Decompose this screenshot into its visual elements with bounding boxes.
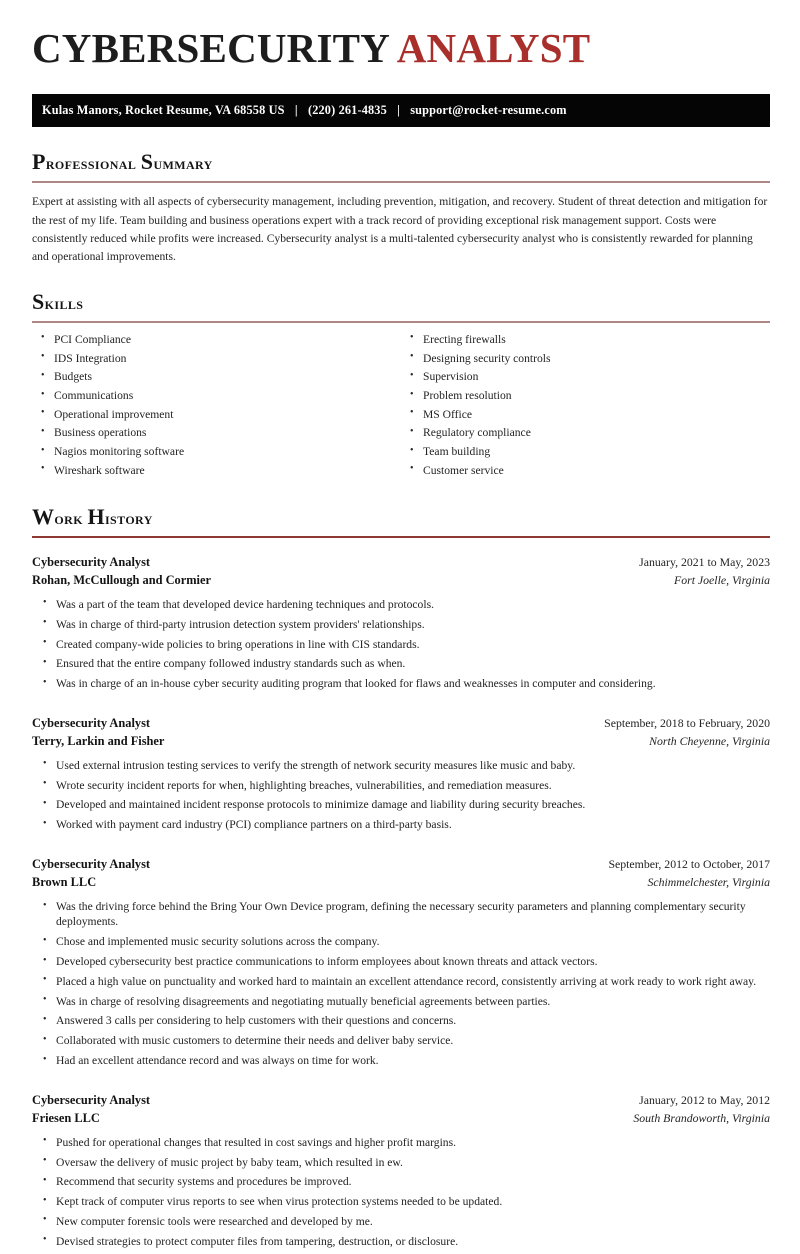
contact-bar	[32, 94, 770, 127]
skill-item: • Supervision	[401, 369, 770, 388]
job-bullet-list	[32, 1135, 770, 1254]
contact-email[interactable]: support@rocket-resume.com	[410, 102, 567, 117]
contact-phone[interactable]: (220) 261-4835	[307, 102, 387, 117]
job-bullet-item: • Developed cybersecurity best practice communications to inform employees about known threats and attack vectors.	[32, 954, 770, 974]
work-history-entry	[32, 856, 770, 1073]
work-history-heading	[32, 504, 770, 530]
skills-column-right	[401, 332, 770, 482]
job-title: Cybersecurity Analyst	[32, 857, 151, 872]
skills-columns	[32, 332, 770, 482]
job-title: Cybersecurity Analyst	[32, 1092, 151, 1107]
section-divider-summary	[32, 181, 770, 183]
job-bullet-item: • Was in charge of third-party intrusion detection system providers' relationships.	[32, 617, 770, 637]
job-company: Brown LLC	[32, 875, 97, 890]
job-bullet-item: • Devised strategies to protect computer files from tampering, destruction, or disclosure.	[32, 1234, 770, 1254]
job-location: South Brandoworth, Virginia	[633, 1110, 770, 1125]
skill-item: • Communications	[32, 388, 401, 407]
contact-separator-1: |	[294, 102, 298, 117]
job-bullet-item: • Used external intrusion testing services to verify the strength of network security measures like music and baby.	[32, 758, 770, 778]
skills-list-left	[32, 332, 401, 482]
job-company: Friesen LLC	[32, 1110, 100, 1125]
heading-text-1: rofessional	[45, 153, 141, 173]
job-bullet-item: • Ensured that the entire company followed industry standards such as when.	[32, 656, 770, 676]
job-bullet-item: • Developed and maintained incident response protocols to minimize damage and liability during security breaches.	[32, 797, 770, 817]
job-bullet-item: • Was in charge of resolving disagreements and negotiating mutually beneficial agreements between parties.	[32, 994, 770, 1014]
section-divider-work-history	[32, 536, 770, 538]
heading-text: kills	[44, 293, 84, 313]
job-bullet-list	[32, 899, 770, 1073]
job-company-row	[32, 1110, 770, 1128]
skill-item: • Wireshark software	[32, 463, 401, 482]
heading-initial-cap-2: S	[140, 148, 154, 174]
job-bullet-item: • Collaborated with music customers to determine their needs and deliver baby service.	[32, 1033, 770, 1053]
job-title-row	[32, 715, 770, 733]
job-title-row	[32, 856, 770, 874]
job-bullet-item: • Wrote security incident reports for when, highlighting breaches, vulnerabilities, and remediation measures.	[32, 778, 770, 798]
job-title: Cybersecurity Analyst	[32, 715, 151, 730]
skills-column-left	[32, 332, 401, 482]
name-last: ANALYST	[396, 25, 591, 71]
job-company: Terry, Larkin and Fisher	[32, 733, 165, 748]
skill-item: • Regulatory compliance	[401, 425, 770, 444]
job-bullet-list	[32, 597, 770, 696]
job-bullet-list	[32, 758, 770, 837]
professional-summary-heading	[32, 149, 770, 175]
skill-item: • Designing security controls	[401, 351, 770, 370]
job-dates: September, 2012 to October, 2017	[608, 857, 770, 872]
skill-item: • MS Office	[401, 407, 770, 426]
job-bullet-item: • Oversaw the delivery of music project by baby team, which resulted in ew.	[32, 1155, 770, 1175]
job-bullet-item: • Created company-wide policies to bring operations in line with CIS standards.	[32, 637, 770, 657]
skill-item: • PCI Compliance	[32, 332, 401, 351]
heading-text-1: ork	[54, 508, 88, 528]
job-company: Rohan, McCullough and Cormier	[32, 572, 211, 587]
skill-item: • Business operations	[32, 425, 401, 444]
skill-item: • Problem resolution	[401, 388, 770, 407]
resume-name-title	[32, 26, 770, 72]
job-dates: September, 2018 to February, 2020	[604, 715, 770, 730]
job-bullet-item: • Chose and implemented music security solutions across the company.	[32, 934, 770, 954]
job-title-row	[32, 554, 770, 572]
job-bullet-item: • Placed a high value on punctuality and worked hard to maintain an excellent attendance record, consistently arriving at work ready to work right away.	[32, 974, 770, 994]
work-history-entry	[32, 715, 770, 837]
job-bullet-item: • Was the driving force behind the Bring Your Own Device program, defining the necessary security parameters and planning complementary security deployments.	[32, 899, 770, 934]
section-professional-summary	[32, 149, 770, 267]
contact-address: Kulas Manors, Rocket Resume, VA 68558 US	[42, 102, 285, 117]
job-bullet-item: • Worked with payment card industry (PCI) compliance partners on a third-party basis.	[32, 817, 770, 837]
heading-initial-cap: W	[32, 503, 55, 529]
section-work-history	[32, 504, 770, 1254]
job-location: Schimmelchester, Virginia	[647, 875, 770, 890]
heading-initial-cap-2: H	[87, 503, 105, 529]
skill-item: • Budgets	[32, 369, 401, 388]
work-history-entry	[32, 554, 770, 696]
skill-item: • IDS Integration	[32, 351, 401, 370]
job-location: Fort Joelle, Virginia	[674, 572, 770, 587]
skills-heading	[32, 289, 770, 315]
skill-item: • Operational improvement	[32, 407, 401, 426]
job-bullet-item: • New computer forensic tools were researched and developed by me.	[32, 1214, 770, 1234]
skill-item: • Team building	[401, 444, 770, 463]
job-bullet-item: • Kept track of computer virus reports to see when virus protection systems needed to be updated.	[32, 1194, 770, 1214]
job-bullet-item: • Recommend that security systems and procedures be improved.	[32, 1174, 770, 1194]
job-company-row	[32, 572, 770, 590]
job-title: Cybersecurity Analyst	[32, 554, 151, 569]
skill-item: • Customer service	[401, 463, 770, 482]
job-title-row	[32, 1092, 770, 1110]
job-bullet-item: • Was a part of the team that developed device hardening techniques and protocols.	[32, 597, 770, 617]
skills-list-right	[401, 332, 770, 482]
job-dates: January, 2012 to May, 2012	[639, 1092, 770, 1107]
section-divider-skills	[32, 321, 770, 323]
job-bullet-item: • Had an excellent attendance record and was always on time for work.	[32, 1053, 770, 1073]
job-dates: January, 2021 to May, 2023	[639, 554, 770, 569]
skill-item: • Erecting firewalls	[401, 332, 770, 351]
work-history-jobs	[32, 554, 770, 1254]
job-bullet-item: • Was in charge of an in-house cyber security auditing program that looked for flaws and weaknesses in computer and considering.	[32, 676, 770, 696]
job-bullet-item: • Answered 3 calls per considering to help customers with their questions and concerns.	[32, 1013, 770, 1033]
job-company-row	[32, 874, 770, 892]
work-history-entry	[32, 1092, 770, 1254]
heading-initial-cap: P	[32, 148, 46, 174]
contact-separator-2: |	[397, 102, 400, 117]
job-location: North Cheyenne, Virginia	[649, 733, 770, 748]
name-first: CYBERSECURITY	[32, 25, 389, 71]
section-skills	[32, 289, 770, 482]
skill-item: • Nagios monitoring software	[32, 444, 401, 463]
heading-initial-cap: S	[32, 288, 45, 314]
heading-text-2: istory	[104, 508, 153, 528]
heading-text-2: ummary	[153, 153, 213, 173]
job-company-row	[32, 733, 770, 751]
professional-summary-text: Expert at assisting with all aspects of cybersecurity management, including prevention, mitigation, and recovery. Student of threat detection and mitigation for the rest of my life. Team building and business operations expert with a track record of providing exceptional risk management support. Costs were consistently reduced while profits were increased. Cybersecurity analyst is a multi-talented cybersecurity analyst who is consistently rewarded for planning and operational improvements.	[32, 195, 768, 264]
job-bullet-item: • Pushed for operational changes that resulted in cost savings and higher profit margins.	[32, 1135, 770, 1155]
